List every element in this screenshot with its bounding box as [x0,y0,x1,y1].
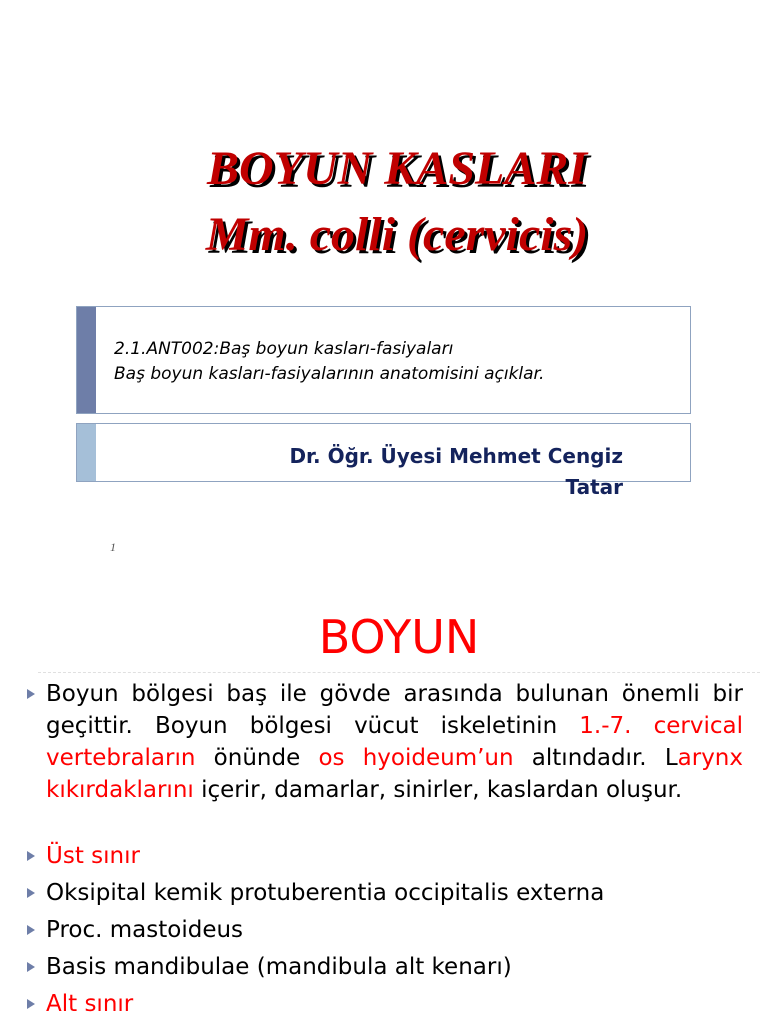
slide-number: 1 [110,540,116,554]
bullet-text: Oksipital kemik protuberentia occipitalis externa [46,880,605,906]
bullet-arrow-icon [27,962,35,972]
highlighted-term: os hyoideum’un [318,745,514,771]
slide-title [0,136,768,268]
bullet-text: Basis mandibulae (mandibula alt kenarı) [46,954,512,980]
bullet-segment: altındadır. L [513,745,678,771]
bullet-segment: Boyun bölgesi baş ile gövde arasında bulunan önemli bir geçittir. Boyun bölgesi vücut iskeletinin [46,681,743,739]
heading-divider [38,672,760,673]
title-line-2: Mm. colli (cervicis) [205,208,589,261]
content-slide [0,578,768,1024]
highlighted-term: 1.-7. cervical vertebraların [46,713,744,771]
bullet-segment: içerir, damarlar, sinirler, kaslardan oluşur. [193,777,683,803]
slide-heading: BOYUN [318,610,480,664]
objective-code: 2.1.ANT002:Baş boyun kasları-fasiyaları [114,339,454,359]
bullet-arrow-icon [27,925,35,935]
objective-box [76,306,691,414]
bullet-text: Proc. mastoideus [46,917,244,943]
bullet-arrow-icon [27,689,35,699]
author-box [76,423,691,499]
author-accent-bar [77,424,96,481]
highlighted-term: arynx kıkırdaklarını [46,745,743,803]
objective-description: Baş boyun kasları-fasiyalarının anatomisini açıklar. [114,364,545,384]
bullet-text: Üst sınır [46,843,140,869]
objective-text [114,337,544,387]
bullet-arrow-icon [27,999,35,1009]
bullet-text: Alt sınır [46,991,134,1017]
bullet-text [46,678,743,806]
bullet-arrow-icon [27,888,35,898]
author-name [289,441,623,503]
bullet-segment: önünde [195,745,319,771]
bullet-arrow-icon [27,851,35,861]
author-line-1: Dr. Öğr. Üyesi Mehmet Cengiz [289,444,623,468]
objective-accent-bar [77,307,96,413]
title-line-1: BOYUN KASLARI [206,142,588,195]
author-line-2: Tatar [565,475,623,499]
